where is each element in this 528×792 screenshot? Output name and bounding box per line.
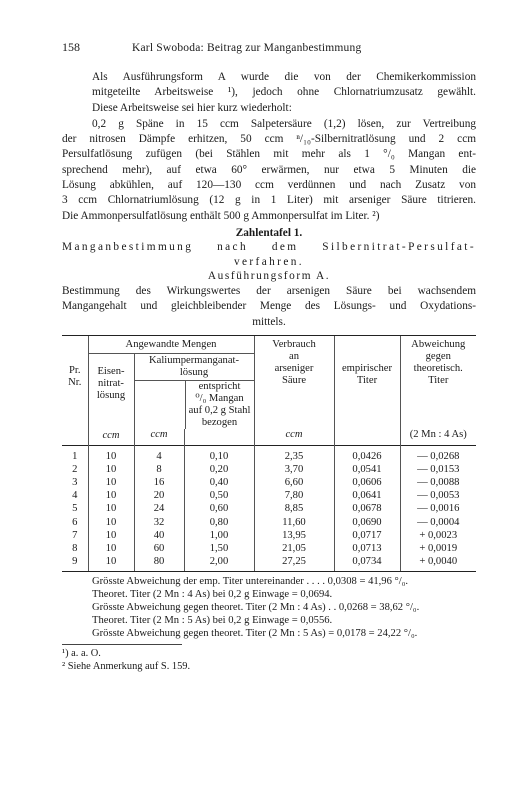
entspricht-header-line: entspricht	[198, 380, 241, 392]
cell-titer: 0,0426	[334, 445, 400, 463]
titer-header-line: empirischer	[341, 362, 392, 374]
procedure-line: der nitrosen Dämpfe erhitzen, 50 ccm ⁿ/₁₀-Silbernitratlösung und 2 ccm	[62, 133, 476, 146]
cell-eisen: 10	[88, 476, 134, 489]
verbrauch-header-line: arseniger	[274, 362, 314, 374]
cell-eisen: 10	[88, 463, 134, 476]
cell-mangan: 0,10	[184, 445, 254, 463]
kalium-header	[134, 353, 254, 429]
abweichung-header-line: Abweichung	[411, 338, 466, 350]
cell-kalium: 32	[134, 516, 184, 529]
table-subtitle: Ausführungsform A.	[207, 270, 331, 283]
cell-mangan: 0,50	[184, 489, 254, 502]
cell-titer: 0,0713	[334, 542, 400, 555]
footnote: ² Siehe Anmerkung auf S. 159.	[62, 660, 191, 672]
page-number: 158	[62, 40, 80, 54]
cell-abw: — 0,0053	[400, 489, 476, 502]
nr-header	[62, 353, 88, 429]
verbrauch-header	[254, 336, 334, 429]
kalium-header-line: Kaliumpermanganat-	[148, 354, 239, 366]
table-row	[62, 555, 476, 571]
cell-abw: — 0,0153	[400, 463, 476, 476]
data-table	[62, 335, 476, 573]
units-row	[62, 429, 476, 446]
table-label: Zahlentafel 1.	[235, 226, 303, 239]
cell-titer: 0,0717	[334, 529, 400, 542]
cell-eisen: 10	[88, 489, 134, 502]
cell-abw: — 0,0004	[400, 516, 476, 529]
cell-eisen: 10	[88, 516, 134, 529]
cell-nr: 5	[72, 503, 78, 515]
table-title-line2: verfahren.	[233, 255, 305, 268]
summary-line: Theoret. Titer (2 Mn : 5 As) bei 0,2 g Einwage = 0,0556.	[92, 615, 333, 627]
cell-mangan: 0,80	[184, 516, 254, 529]
cell-kalium: 16	[134, 476, 184, 489]
footnote: ¹) a. a. O.	[62, 648, 101, 660]
unit-ccm: ccm	[88, 429, 134, 446]
procedure-line: sprechend mehr), auf etwa 60° erwärmen, nur etwa 5 Minuten die	[62, 163, 476, 176]
eisen-header-line: nitrat-	[98, 377, 124, 389]
cell-nr: 8	[72, 542, 78, 554]
kalium-ccm-spacer	[135, 381, 185, 429]
intro-line: mitgeteilte Arbeitsweise ¹), jedoch ohne Chlornatriumzusatz gewählt.	[92, 86, 476, 99]
cell-mangan: 0,20	[184, 463, 254, 476]
unit-ccm: ccm	[134, 429, 184, 446]
table-description	[62, 284, 476, 315]
titer-header	[334, 336, 400, 429]
cell-titer: 0,0641	[334, 489, 400, 502]
footnotes	[62, 644, 191, 673]
abweichung-header-line: theoretisch.	[413, 362, 463, 374]
table-row	[62, 445, 476, 463]
unit-ccm: ccm	[254, 429, 334, 446]
cell-abw: — 0,0016	[400, 502, 476, 515]
eisen-header	[88, 353, 134, 429]
intro-line: Als Ausführungsform A wurde die von der Chemikerkommission	[92, 71, 476, 83]
cell-abw: + 0,0019	[400, 542, 476, 555]
cell-kalium: 20	[134, 489, 184, 502]
cell-abw: + 0,0023	[400, 529, 476, 542]
kalium-header-top	[135, 354, 254, 381]
cell-mangan: 1,00	[184, 529, 254, 542]
table-row	[62, 502, 476, 515]
cell-titer: 0,0690	[334, 516, 400, 529]
summary-line: Theoret. Titer (2 Mn : 4 As) bei 0,2 g Einwage = 0,0694.	[92, 589, 333, 601]
table-row	[62, 542, 476, 555]
cell-kalium: 60	[134, 542, 184, 555]
cell-nr: 3	[72, 476, 78, 488]
procedure-line: 0,2 g Späne in 15 ccm Salpetersäure (1,2) lösen, zur Vertreibung	[92, 117, 476, 130]
verbrauch-header-line: Verbrauch	[272, 338, 316, 350]
kalium-subheaders	[135, 381, 254, 429]
cell-titer: 0,0678	[334, 502, 400, 515]
cell-verbrauch: 21,05	[254, 542, 334, 555]
table-body	[62, 445, 476, 571]
cell-titer: 0,0606	[334, 476, 400, 489]
cell-nr: 6	[72, 516, 78, 528]
cell-titer: 0,0734	[334, 555, 400, 571]
cell-kalium: 4	[134, 445, 184, 463]
cell-nr: 9	[72, 556, 78, 568]
eisen-header-line: lösung	[96, 389, 126, 401]
zahlentafel-table	[62, 336, 476, 572]
cell-nr: 7	[72, 529, 78, 541]
cell-eisen: 10	[88, 502, 134, 515]
abweichung-header-line: gegen	[425, 350, 451, 362]
eisen-header-line: Eisen-	[97, 365, 125, 377]
cell-verbrauch: 3,70	[254, 463, 334, 476]
procedure-line: Persulfatlösung zufügen (bei Stählen mit mehr als 1 °/₀ Mangan ent-	[62, 148, 476, 161]
cell-verbrauch: 7,80	[254, 489, 334, 502]
summary-line: Grösste Abweichung der emp. Titer untereinander . . . . 0,0308 = 41,96 °/₀.	[92, 576, 409, 588]
cell-verbrauch: 11,60	[254, 516, 334, 529]
procedure-line: Lösung abkühlen, auf 120—130 ccm verdünnen und nach Zusatz von	[62, 179, 476, 192]
angewandte-header: Angewandte Mengen	[88, 336, 254, 354]
table-row	[62, 516, 476, 529]
verbrauch-header-line: Säure	[281, 374, 307, 386]
cell-kalium: 80	[134, 555, 184, 571]
procedure-paragraph	[62, 117, 476, 224]
nr-header-line: Nr.	[68, 377, 82, 389]
cell-verbrauch: 13,95	[254, 529, 334, 542]
cell-mangan: 2,00	[184, 555, 254, 571]
table-row	[62, 529, 476, 542]
cell-nr: 1	[72, 450, 78, 462]
cell-abw: + 0,0040	[400, 555, 476, 571]
table-description-line: Bestimmung des Wirkungswertes der arsenigen Säure bei wachsendem	[62, 284, 476, 297]
cell-abw: — 0,0088	[400, 476, 476, 489]
entspricht-header-line: auf 0,2 g Stahl	[188, 404, 251, 416]
abweichung-header	[400, 336, 476, 429]
table-row	[62, 463, 476, 476]
cell-verbrauch: 2,35	[254, 445, 334, 463]
entspricht-header-line: ⁰/₀ Mangan	[195, 392, 244, 404]
entspricht-header-line: bezogen	[201, 416, 238, 428]
procedure-line: Die Ammonpersulfatlösung enthält 500 g Ammonpersulfat im Liter. ²)	[62, 209, 380, 222]
cell-kalium: 8	[134, 463, 184, 476]
cell-verbrauch: 27,25	[254, 555, 334, 571]
cell-nr: 2	[72, 463, 78, 475]
cell-eisen: 10	[88, 542, 134, 555]
kalium-header-line: lösung	[179, 366, 209, 378]
cell-abw: — 0,0268	[400, 445, 476, 463]
cell-titer: 0,0541	[334, 463, 400, 476]
verbrauch-header-line: an	[289, 350, 299, 362]
table-row	[62, 489, 476, 502]
cell-nr: 4	[72, 490, 78, 502]
running-title: Karl Swoboda: Beitrag zur Manganbestimmung	[132, 42, 362, 54]
header-row-1	[62, 336, 476, 354]
intro-line: Diese Arbeitsweise sei hier kurz wiederholt:	[92, 101, 292, 114]
running-header	[62, 40, 476, 56]
summary-line: Grösste Abweichung gegen theoret. Titer (2 Mn : 4 As) . . 0,0268 = 38,62 °/₀.	[92, 602, 420, 614]
entspricht-header	[185, 381, 254, 429]
cell-mangan: 0,60	[184, 502, 254, 515]
cell-eisen: 10	[88, 445, 134, 463]
intro-paragraph	[62, 70, 476, 116]
procedure-line: 3 ccm Chlornatriumlösung (12 g in 1 Liter) mit arseniger Säure titrieren.	[62, 194, 476, 207]
summary-line: Grösste Abweichung gegen theoret. Titer (2 Mn : 5 As) = 0,0178 = 24,22 °/₀.	[92, 628, 418, 640]
unit-ratio: (2 Mn : 4 As)	[400, 429, 476, 446]
cell-verbrauch: 6,60	[254, 476, 334, 489]
cell-mangan: 1,50	[184, 542, 254, 555]
cell-mangan: 0,40	[184, 476, 254, 489]
nr-header-line: Pr.	[69, 365, 81, 377]
cell-eisen: 10	[88, 529, 134, 542]
table-title-line1: Manganbestimmung nach dem Silbernitrat-Persulfat-	[62, 241, 476, 254]
document-page	[62, 40, 476, 673]
cell-verbrauch: 8,85	[254, 502, 334, 515]
cell-eisen: 10	[88, 555, 134, 571]
table-description-end: mittels.	[252, 315, 286, 328]
summary-block	[62, 575, 476, 640]
table-description-line: Mangangehalt und gleichbleibender Menge des Lösungs- und Oxydations-	[62, 300, 476, 313]
abweichung-header-line: Titer	[428, 374, 449, 386]
table-row	[62, 476, 476, 489]
titer-header-line: Titer	[356, 374, 378, 386]
cell-kalium: 24	[134, 502, 184, 515]
cell-kalium: 40	[134, 529, 184, 542]
